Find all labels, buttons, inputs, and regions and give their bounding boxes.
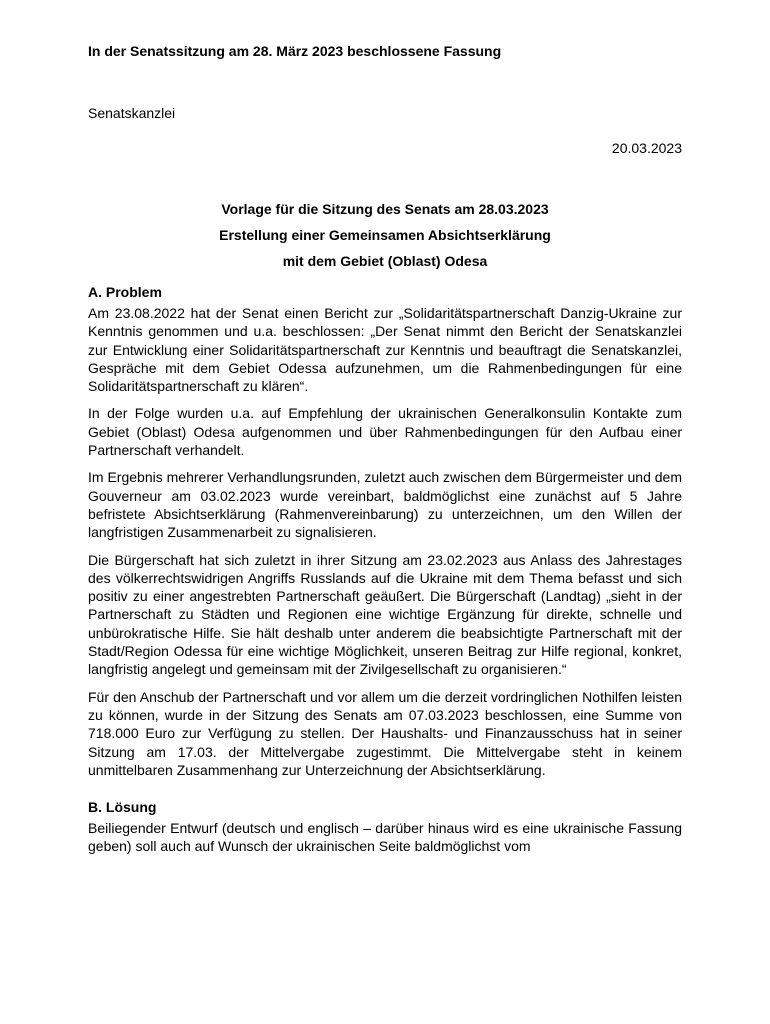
paragraph: Für den Anschub der Partnerschaft und vor allem um die derzeit vordringlichen Nothilfen leisten zu können, wurde in der Sitzung des Senats am 07.03.2023 beschlossen, eine Summe von 718.000 Euro zur Verfügung zu stellen. Der Haushalts- und Finanzausschuss hat in seiner Sitzung am 17.03. der Mittelvergabe zugestimmt. Die Mittelvergabe steht in keinem unmittelbaren Zusammenhang zur Unterzeichnung der Absichtserklärung.	[88, 688, 682, 778]
title-line-1: Vorlage für die Sitzung des Senats am 28.03.2023	[221, 201, 549, 217]
paragraph: Beiliegender Entwurf (deutsch und englisch – darüber hinaus wird es eine ukrainische Fassung geben) soll auch auf Wunsch der ukrainischen Seite baldmöglichst vom	[88, 820, 682, 855]
document-date: 20.03.2023	[611, 140, 682, 156]
paragraph: Im Ergebnis mehrerer Verhandlungsrunden, zuletzt auch zwischen dem Bürgermeister und dem Gouverneur am 03.02.2023 wurde vereinbart, baldmöglichst eine zunächst auf 5 Jahre befristete Absichtserklärung (Rahmenvereinbarung) zu unterzeichnen, um den Willen der langfristigen Zusammenarbeit zu signalisieren.	[88, 469, 682, 541]
paragraph: Am 23.08.2022 hat der Senat einen Bericht zur „Solidaritätspartnerschaft Danzig-Ukraine zur Kenntnis genommen und u.a. beschlossen: „Der Senat nimmt den Bericht der Senatskanzlei zur Entwicklung einer Solidaritätspartnerschaft zur Kenntnis und beauftragt die Senatskanzlei, Gespräche mit dem Gebiet Odessa aufzunehmen, um die Rahmenbedingungen für eine Solidaritätspartnerschaft zu klären“.	[88, 305, 682, 395]
document-body	[88, 282, 682, 865]
section-solution	[88, 797, 682, 856]
section-heading: B. Lösung	[88, 799, 157, 816]
paragraph: In der Folge wurden u.a. auf Empfehlung der ukrainischen Generalkonsulin Kontakte zum Gebiet (Oblast) Odesa aufgenommen und über Rahmenbedingungen für den Aufbau einer Partnerschaft verhandelt.	[88, 405, 682, 459]
title-line-2: Erstellung einer Gemeinsamen Absichtserklärung	[219, 227, 551, 243]
version-note: In der Senatssitzung am 28. März 2023 beschlossene Fassung	[88, 43, 502, 59]
section-heading: A. Problem	[88, 284, 162, 300]
organization: Senatskanzlei	[88, 105, 176, 121]
paragraph: Die Bürgerschaft hat sich zuletzt in ihrer Sitzung am 23.02.2023 aus Anlass des Jahrestages des völkerrechtswidrigen Angriffs Russlands auf die Ukraine mit dem Thema befasst und sich positiv zu einer angestrebten Partnerschaft geäußert. Die Bürgerschaft (Landtag) „sieht in der Partnerschaft zu Städten und Regionen eine wichtige Ergänzung für direkte, schnelle und unbürokratische Hilfe. Sie hält deshalb unter anderem die beabsichtigte Partnerschaft mit der Stadt/Region Odessa für eine wichtige Möglichkeit, unseren Beitrag zur Hilfe regional, konkret, langfristig angelegt und gemeinsam mit der Zivilgesellschaft zu organisieren.“	[88, 551, 682, 678]
document-title	[88, 196, 682, 274]
title-line-3: mit dem Gebiet (Oblast) Odesa	[282, 253, 488, 269]
section-problem	[88, 282, 682, 779]
